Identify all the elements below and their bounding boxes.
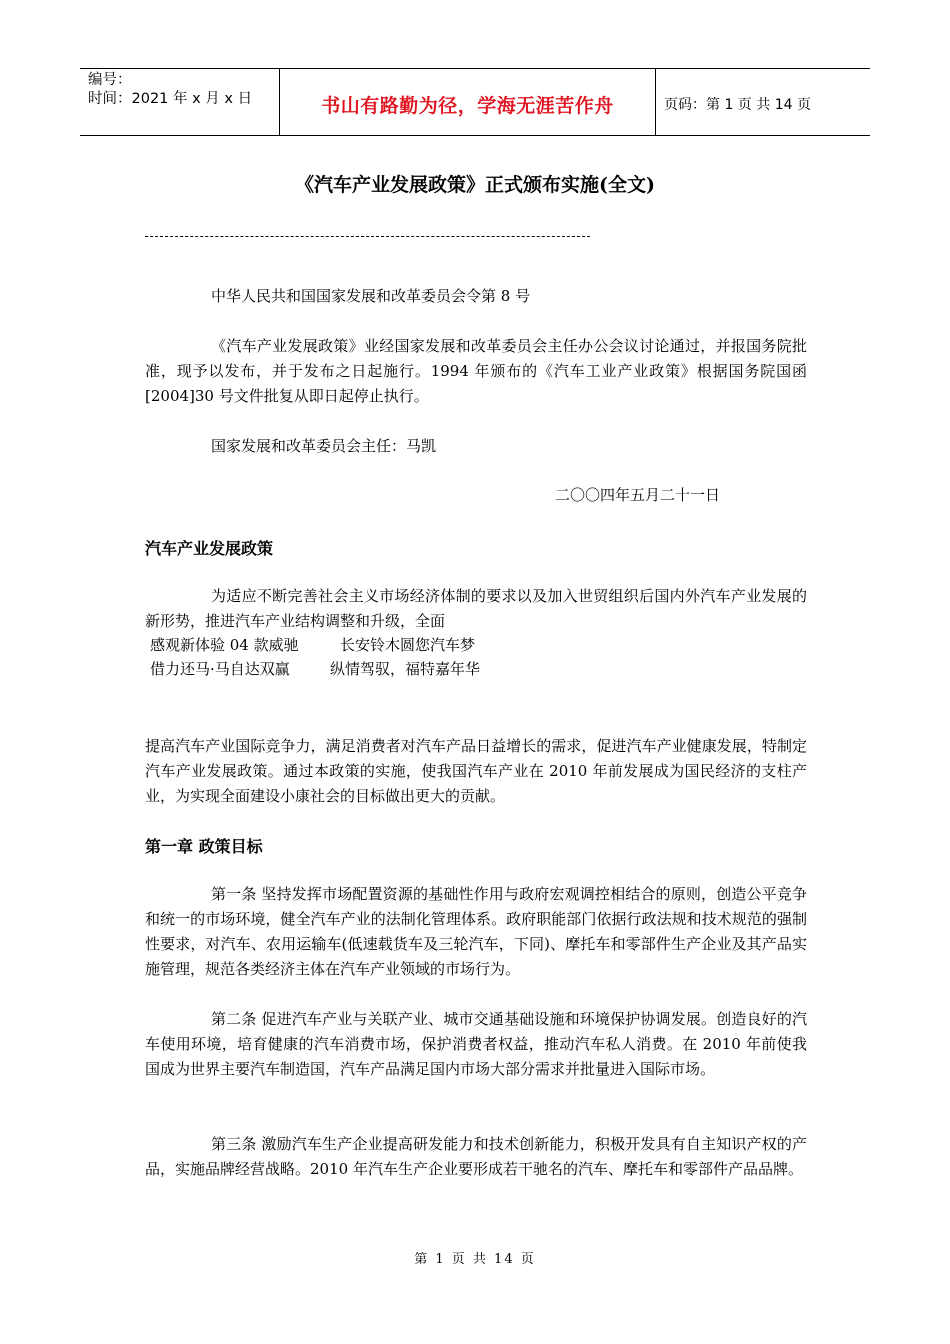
separator-line	[145, 236, 590, 237]
decree-signer: 国家发展和改革委员会主任：马凯	[211, 437, 437, 455]
ad-link[interactable]: 长安铃木圆您汽车梦	[340, 636, 476, 654]
document-title: 《汽车产业发展政策》正式颁布实施(全文)	[295, 174, 655, 196]
header-page-number: 页码：第 1 页 共 14 页	[664, 97, 811, 113]
decree-number: 中华人民共和国国家发展和改革委员会令第 8 号	[211, 287, 531, 305]
policy-heading: 汽车产业发展政策	[145, 539, 274, 558]
ad-link[interactable]: 感观新体验 04 款威驰	[150, 636, 299, 654]
ad-row	[150, 634, 475, 655]
header-divider	[655, 69, 656, 135]
header-time: 时间：2021 年 x 月 x 日	[88, 91, 253, 107]
article-paragraph: 第三条 激励汽车生产企业提高研发能力和技术创新能力，积极开发具有自主知识产权的产品，实施品牌经营战略。2010 年汽车生产企业要形成若干驰名的汽车、摩托车和零部件产品品牌。	[145, 1135, 807, 1178]
article-paragraph: 第一条 坚持发挥市场配置资源的基础性作用与政府宏观调控相结合的原则，创造公平竞争和统一的市场环境，健全汽车产业的法制化管理体系。政府职能部门依据行政法规和技术规范的强制性要求，对汽车、农用运输车(低速载货车及三轮汽车，下同)、摩托车和零部件生产企业及其产品实施管理，规范各类经济主体在汽车产业领域的市场行为。	[145, 885, 807, 978]
ad-link[interactable]: 纵情驾驭，福特嘉年华	[330, 660, 481, 678]
header-table	[80, 68, 870, 136]
article-paragraph: 第二条 促进汽车产业与关联产业、城市交通基础设施和环境保护协调发展。创造良好的汽车使用环境，培育健康的汽车消费市场，保护消费者权益，推动汽车私人消费。在 2010 年前使我国成为世界主要汽车制造国，汽车产品满足国内市场大部分需求并批量进入国际市场。	[145, 1010, 807, 1078]
header-meta	[88, 71, 278, 109]
ad-link[interactable]: 借力还马·马自达双赢	[150, 660, 290, 678]
intro-paragraph-part2: 提高汽车产业国际竞争力，满足消费者对汽车产品日益增长的需求，促进汽车产业健康发展，特制定汽车产业发展政策。通过本政策的实施，使我国汽车产业在 2010 年前发展成为国民经济的支柱产业，为实现全面建设小康社会的目标做出更大的贡献。	[145, 737, 807, 805]
page-footer: 第 1 页 共 14 页	[414, 1252, 536, 1267]
header-motto: 书山有路勤为径，学海无涯苦作舟	[321, 95, 614, 117]
chapter-heading: 第一章 政策目标	[145, 837, 263, 856]
ad-row	[150, 658, 480, 679]
decree-body: 《汽车产业发展政策》业经国家发展和改革委员会主任办公会议讨论通过，并报国务院批准，现予以发布，并于发布之日起施行。1994 年颁布的《汽车工业产业政策》根据国务院国函[2004]30 号文件批复从即日起停止执行。	[145, 337, 807, 405]
decree-date: 二〇〇四年五月二十一日	[555, 486, 721, 504]
header-number: 编号：	[88, 72, 132, 88]
intro-paragraph-part1: 为适应不断完善社会主义市场经济体制的要求以及加入世贸组织后国内外汽车产业发展的新形势，推进汽车产业结构调整和升级，全面	[145, 587, 807, 630]
